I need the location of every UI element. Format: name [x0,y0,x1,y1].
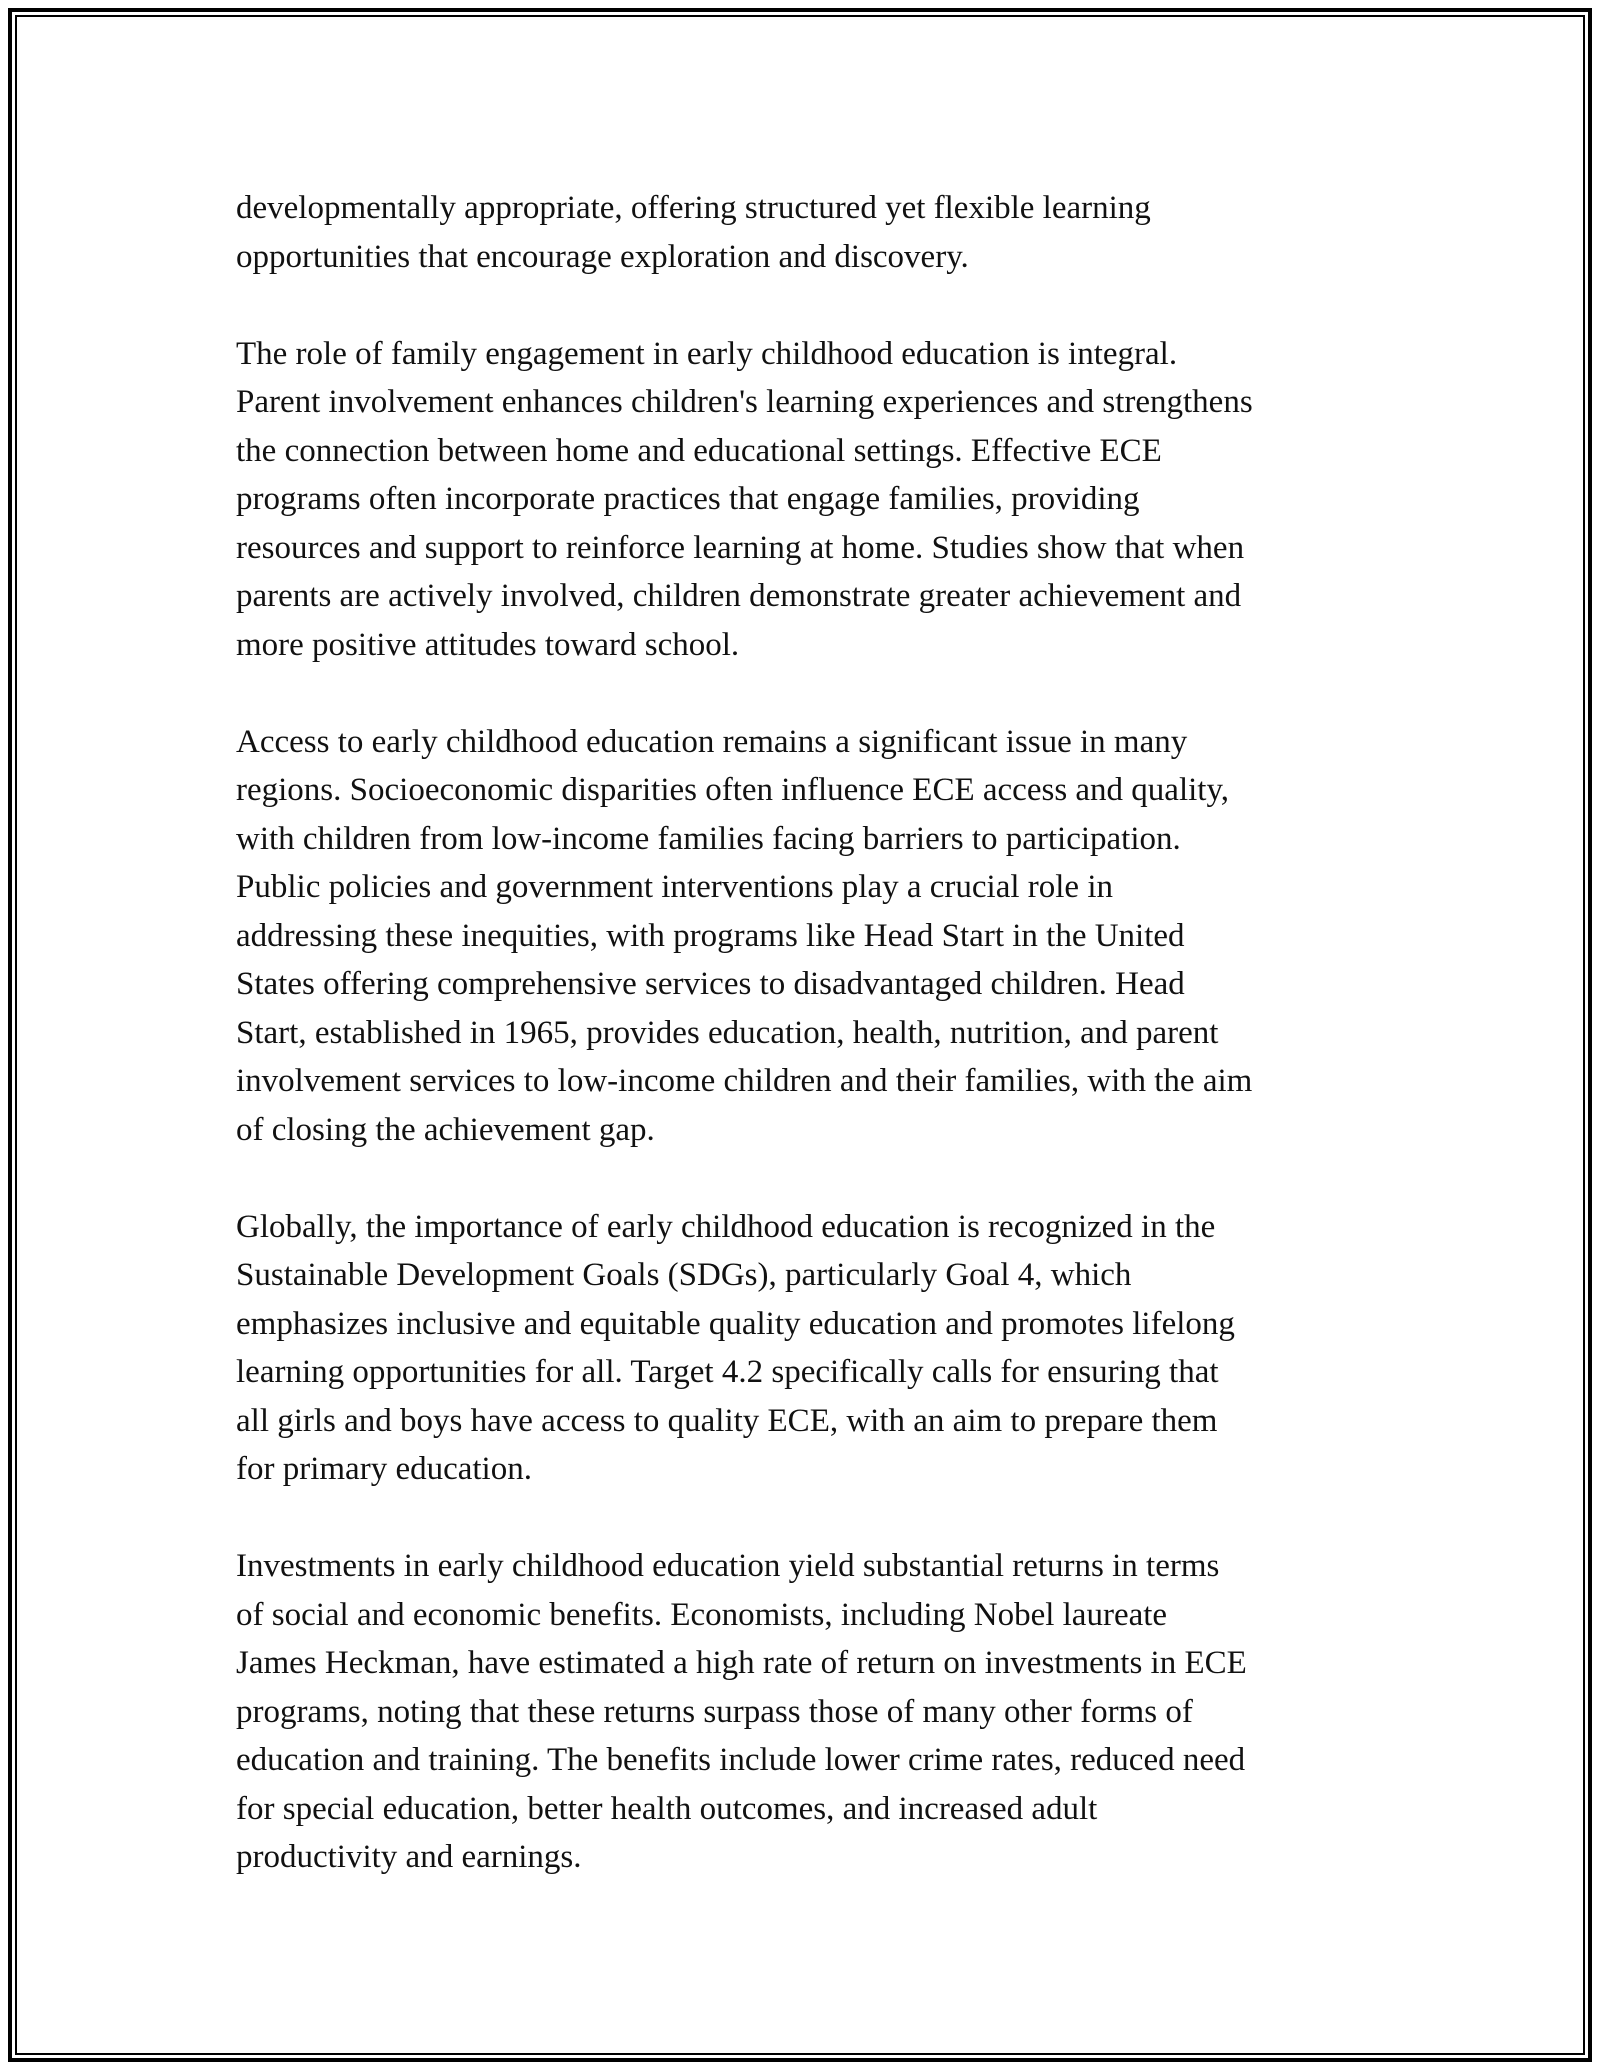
paragraph-2: The role of family engagement in early childhood education is integral. Parent involvement enhances children's learning experiences and strengthens the connection between home and educational settings. Effective ECE programs often incorporate practices that engage families, providing resources and support to reinforce learning at home. Studies show that when parents are actively involved, children demonstrate greater achievement and more positive attitudes toward school. [236,335,1253,663]
paragraph-3: Access to early childhood education remains a significant issue in many regions. Socioeconomic disparities often influence ECE access and quality, with children from low-income families facing barriers to participation. Public policies and government interventions play a crucial role in addressing these inequities, with programs like Head Start in the United States offering comprehensive services to disadvantaged children. Head Start, established in 1965, provides education, health, nutrition, and parent involvement services to low-income children and their families, with the aim of closing the achievement gap. [236,723,1253,1148]
paragraph-1: developmentally appropriate, offering structured yet flexible learning opportunities that encourage exploration and discovery. [236,190,1151,275]
document-body [236,184,1376,1930]
paragraph-4: Globally, the importance of early childhood education is recognized in the Sustainable Development Goals (SDGs), particularly Goal 4, which emphasizes inclusive and equitable quality education and promotes lifelong learning opportunities for all. Target 4.2 specifically calls for ensuring that all girls and boys have access to quality ECE, with an aim to prepare them for primary education. [236,1208,1235,1487]
paragraph-5: Investments in early childhood education yield substantial returns in terms of social and economic benefits. Economists, including Nobel laureate James Heckman, have estimated a high rate of return on investments in ECE programs, noting that these returns surpass those of many other forms of education and training. The benefits include lower crime rates, reduced need for special education, better health outcomes, and increased adult productivity and earnings. [236,1548,1247,1875]
